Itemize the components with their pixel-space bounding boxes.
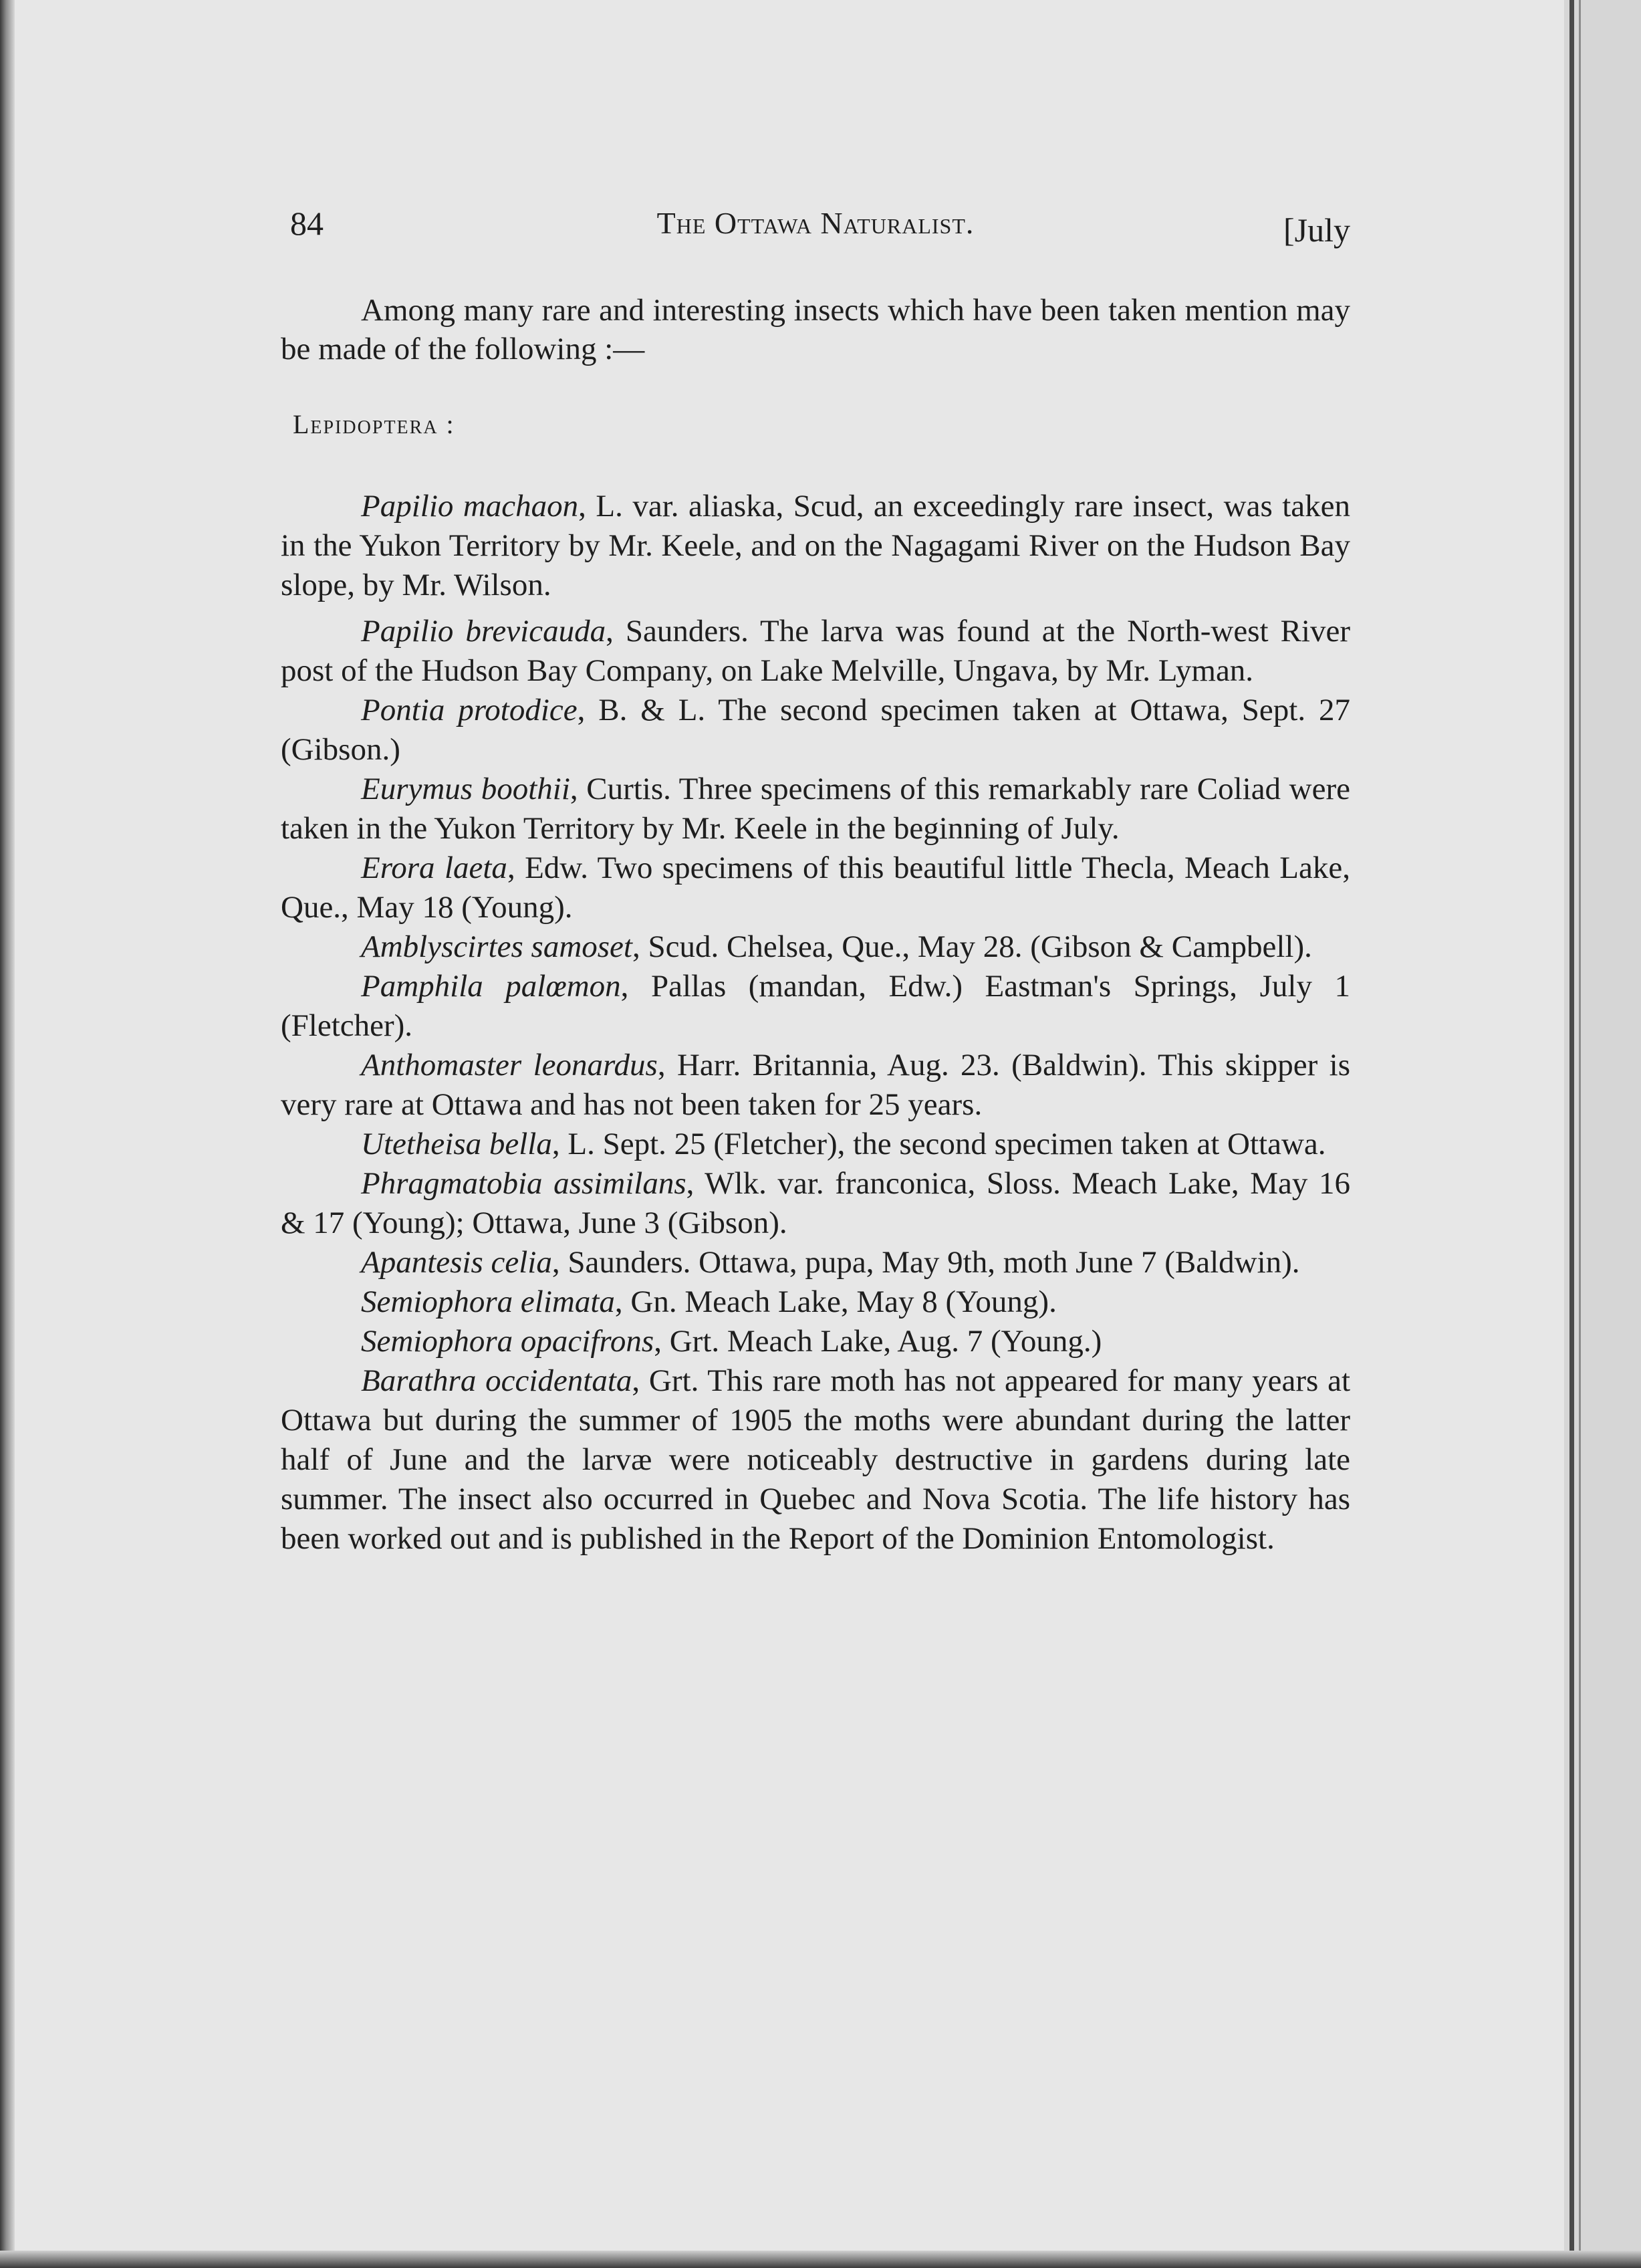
species-entry [281,1361,1350,1559]
species-note: , Wlk. var. franconica, Sloss. Meach Lake, May 16 & 17 (Young); Ottawa, June 3 (Gibson). [281,1166,1351,1240]
species-name: Semiophora opacifrons [361,1324,654,1359]
species-entry [281,691,1350,770]
species-note: , Edw. Two specimens of this beautiful little Thecla, Meach Lake, Que., May 18 (Young). [281,850,1350,925]
species-name: Pontia protodice [361,693,578,727]
section-heading: Lepidoptera : [293,409,455,439]
species-list [281,487,1350,1559]
species-entry [281,1282,1350,1322]
species-name: Pamphila palœmon [361,969,621,1004]
species-name: Apantesis celia [361,1245,552,1280]
species-entry [281,967,1350,1046]
species-note: , Pallas (mandan, Edw.) Eastman's Springs, July 1 (Fletcher). [281,969,1350,1043]
text-block [281,191,1350,1559]
species-entry [281,612,1350,691]
species-entry [281,848,1350,927]
species-note: , Gn. Meach Lake, May 8 (Young). [614,1284,1057,1319]
binding-shadow [0,0,15,2268]
species-note: , Saunders. The larva was found at the North-west River post of the Hudson Bay Company, on Lake Melville, Ungava, by Mr. Lyman. [281,614,1350,688]
species-note: , B. & L. The second specimen taken at Ottawa, Sept. 27 (Gibson.) [281,693,1350,767]
right-edge-line [1569,0,1574,2268]
species-note: , L. var. aliaska, Scud, an exceedingly rare insect, was taken in the Yukon Territory by Mr. Keele, and on the Nagagami River on the Hudson Bay slope, by Mr. Wilson. [281,489,1350,602]
running-head-month: [July [1283,211,1350,249]
species-entry [281,1243,1350,1282]
species-entry [281,1125,1350,1164]
species-name: Utetheisa bella [361,1127,552,1161]
species-name: Amblyscirtes samoset [361,929,632,964]
species-name: Barathra occidentata [361,1363,632,1398]
species-name: Eurymus boothii [361,772,570,806]
species-entry [281,927,1350,967]
right-margin [1564,0,1641,2268]
species-entry [281,1322,1350,1361]
page-number: 84 [290,205,324,242]
species-name: Papilio brevicauda [361,614,606,649]
bottom-edge-shadow [0,2251,1641,2268]
species-entry [281,1046,1350,1125]
species-note: , Curtis. Three specimens of this remarkably rare Coliad were taken in the Yukon Territory by Mr. Keele in the beginning of July. [281,772,1350,846]
journal-title: The Ottawa Naturalist. [656,206,975,240]
species-name: Phragmatobia assimilans [361,1166,686,1201]
intro-paragraph: Among many rare and interesting insects which have been taken mention may be made of the following :— [281,293,1350,366]
species-name: Anthomaster leonardus [361,1048,658,1083]
species-note: , Harr. Britannia, Aug. 23. (Baldwin). This skipper is very rare at Ottawa and has not been taken for 25 years. [281,1048,1351,1122]
species-note: , Saunders. Ottawa, pupa, May 9th, moth June 7 (Baldwin). [551,1245,1300,1280]
species-note: , L. Sept. 25 (Fletcher), the second specimen taken at Ottawa. [551,1127,1326,1161]
species-note: , Grt. Meach Lake, Aug. 7 (Young.) [654,1324,1102,1359]
species-name: Semiophora elimata [361,1284,615,1319]
right-edge-line-secondary [1579,0,1581,2268]
species-entry [281,1164,1350,1243]
species-name: Erora laeta [361,850,507,885]
species-entry [281,770,1350,848]
species-name: Papilio machaon [361,489,579,524]
species-note: , Scud. Chelsea, Que., May 28. (Gibson & Campbell). [632,929,1312,964]
species-entry [281,487,1350,605]
species-note: , Grt. This rare moth has not appeared for many years at Ottawa but during the summer of 1905 the moths were abundant during the latter half of June and the larvæ were noticeably destructive in gardens during late summer. The insect also occurred in Quebec and Nova Scotia. The life history has been worked out and is published in the Report of the Dominion Entomologist. [281,1363,1351,1556]
running-head [281,191,1350,251]
